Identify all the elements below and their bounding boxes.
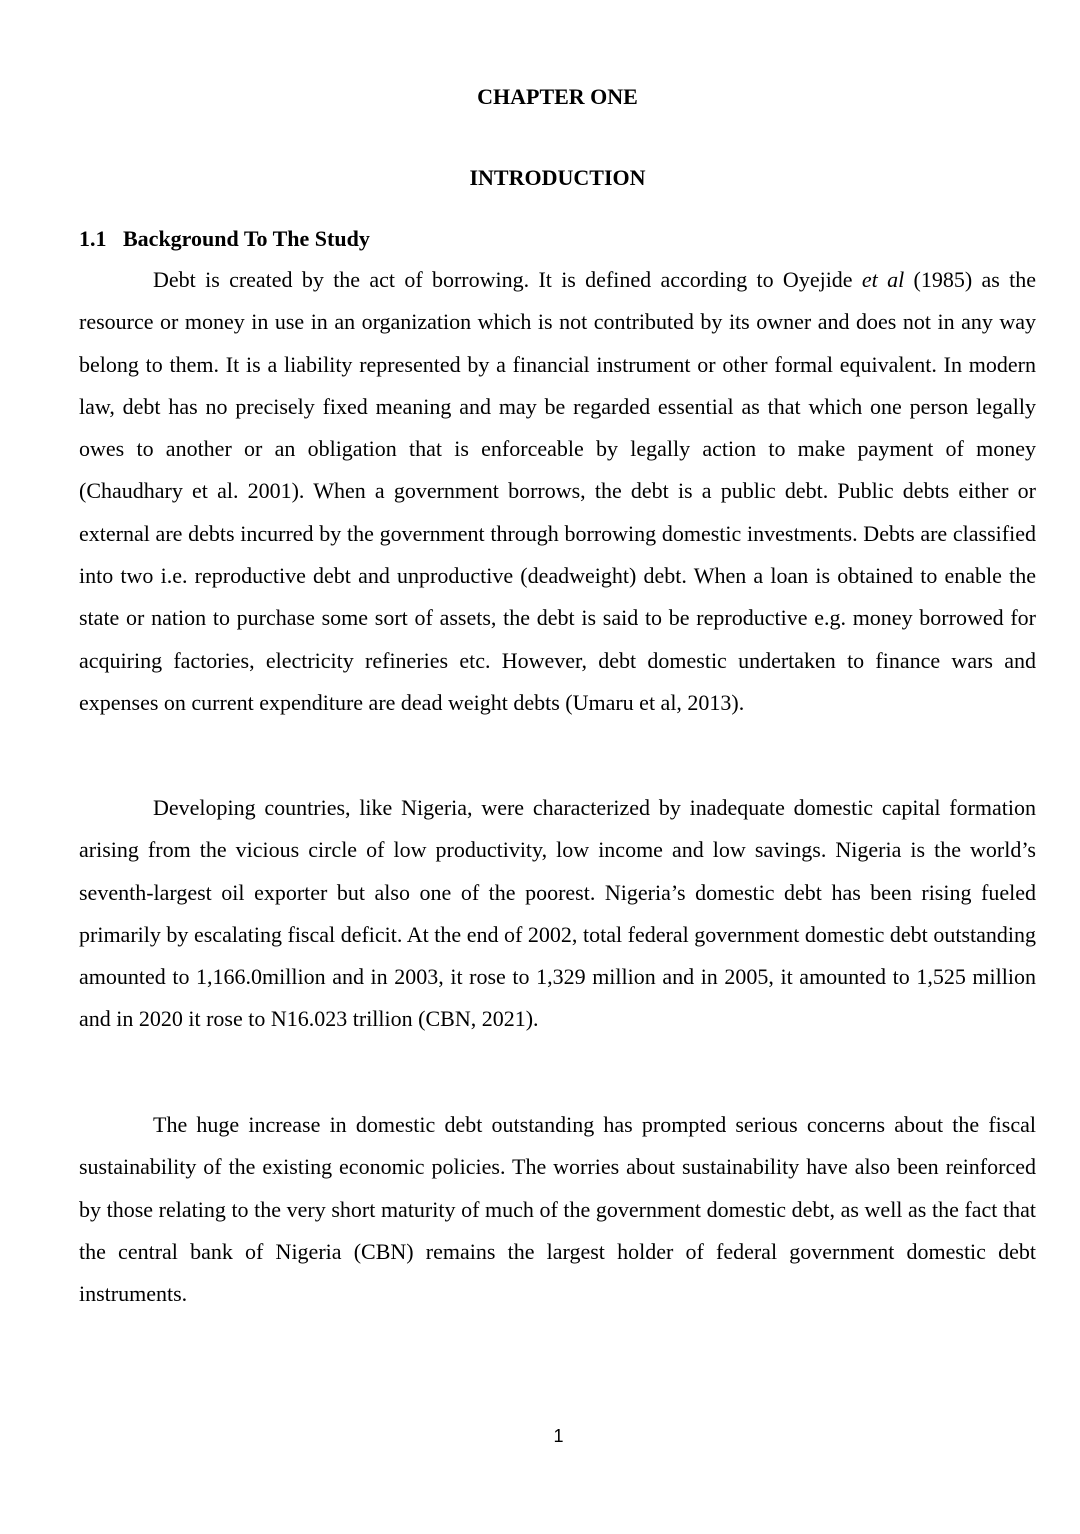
page-number: 1	[553, 1426, 564, 1446]
paragraph-1-text-start: Debt is created by the act of borrowing. It is defined according to Oyejide	[153, 267, 862, 292]
section-title: Background To The Study	[123, 226, 370, 251]
paragraph-2: Developing countries, like Nigeria, were characterized by inadequate domestic capital formation arising from the vicious circle of low productivity, low income and low savings. Nigeria is the world’s seventh-largest oil exporter but also one of the poorest. Nigeria’s domestic debt has been rising fueled primarily by escalating fiscal deficit. At the end of 2002, total federal government domestic debt outstanding amounted to 1,166.0million and in 2003, it rose to 1,329 million and in 2005, it amounted to 1,525 million and in 2020 it rose to N16.023 trillion (CBN, 2021).	[79, 795, 1036, 1032]
paragraph-1-italic-citation: et al	[861, 267, 905, 292]
paragraph-3: The huge increase in domestic debt outstanding has prompted serious concerns about the fiscal sustainability of the existing economic policies. The worries about sustainability have also been reinforced by those relating to the very short maturity of much of the government domestic debt, as well as the fact that the central bank of Nigeria (CBN) remains the largest holder of federal government domestic debt instruments.	[79, 1112, 1036, 1307]
section-number: 1.1	[79, 226, 107, 251]
chapter-label: CHAPTER ONE	[477, 84, 638, 109]
paragraph-1	[79, 259, 1036, 724]
section-heading	[79, 224, 370, 254]
chapter-title: INTRODUCTION	[469, 165, 646, 190]
paragraph-1-text-end: (1985) as the resource or money in use in an organization which is not contributed by its owner and does not in any way belong to them. It is a liability represented by a financial instrument or other formal equivalent. In modern law, debt has no precisely fixed meaning and may be regarded essential as that which one person legally owes to another or an obligation that is enforceable by legally action to make payment of money (Chaudhary et al. 2001). When a government borrows, the debt is a public debt. Public debts either or external are debts incurred by the government through borrowing domestic investments. Debts are classified into two i.e. reproductive debt and unproductive (deadweight) debt. When a loan is obtained to enable the state or nation to purchase some sort of assets, the debt is said to be reproductive e.g. money borrowed for acquiring factories, electricity refineries etc. However, debt domestic undertaken to finance wars and expenses on current expenditure are dead weight debts (Umaru et al, 2013).	[79, 267, 1036, 715]
